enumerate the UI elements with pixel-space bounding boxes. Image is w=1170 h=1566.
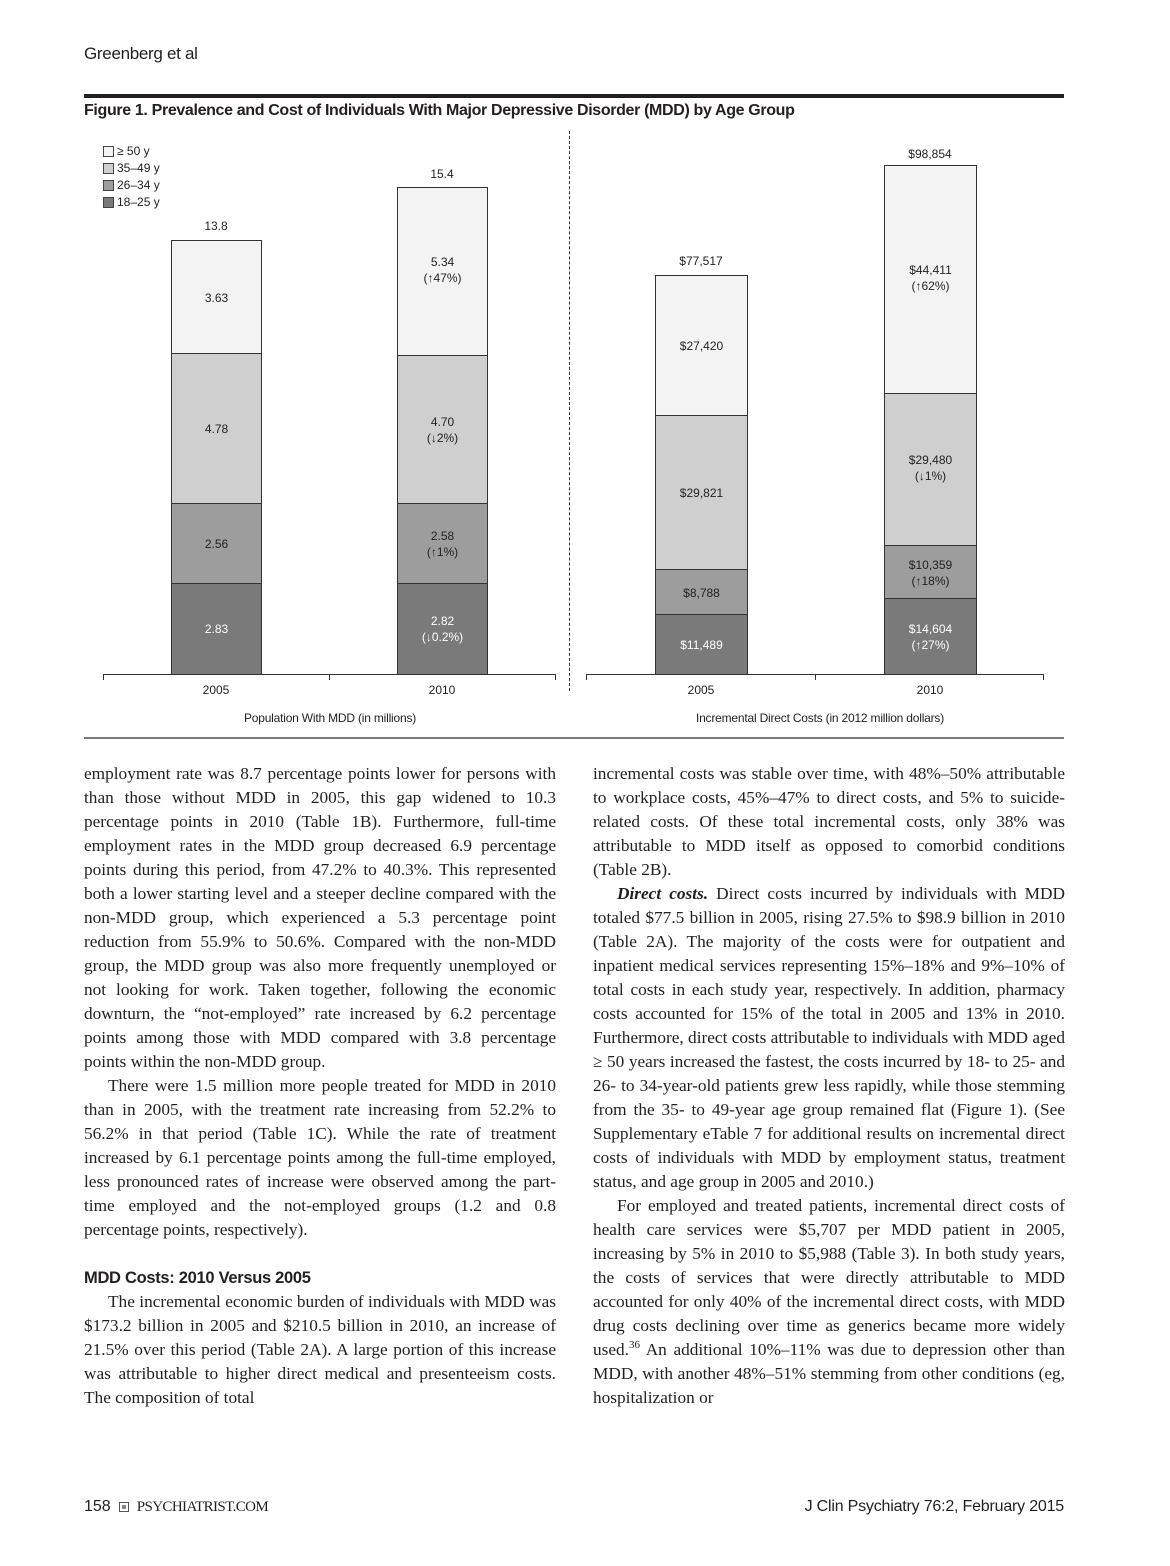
paragraph	[593, 1194, 1065, 1410]
x-axis-tick	[555, 674, 556, 680]
legend-swatch-icon	[103, 146, 114, 157]
bar-total-2010: $98,854	[908, 147, 952, 161]
segment-value: 4.70	[430, 415, 455, 429]
bar-segment-26-34	[884, 545, 977, 600]
paragraph-text: An additional 10%–11% was due to depression other than MDD, with another 48%–51% stemming from other conditions (eg, hospitalization or	[593, 1340, 1065, 1407]
legend-label: ≥ 50 y	[117, 144, 150, 158]
legend-swatch-icon	[103, 180, 114, 191]
legend-item-18-25	[103, 194, 160, 211]
figure-title: Figure 1. Prevalence and Cost of Individuals With Major Depressive Disorder (MDD) by Age Group	[84, 102, 795, 119]
running-head: Greenberg et al	[84, 44, 198, 63]
legend-label: 26–34 y	[117, 178, 160, 192]
bar-segment-50-plus	[655, 275, 748, 417]
journal-citation: J Clin Psychiatry 76:2, February 2015	[804, 1498, 1064, 1515]
segment-change: (↓2%)	[426, 431, 459, 445]
left-column	[84, 762, 556, 1410]
x-axis-tick	[586, 674, 587, 680]
right-column	[593, 762, 1065, 1410]
bar-segment-18-25	[655, 614, 748, 675]
x-axis-tick	[1043, 674, 1044, 680]
x-tick-label: 2010	[916, 683, 944, 697]
bar-segment-35-49	[655, 415, 748, 571]
bar-segment-35-49	[171, 353, 262, 505]
bar-segment-18-25	[397, 583, 488, 675]
legend-item-50-plus	[103, 143, 160, 160]
x-axis-title: Population With MDD (in millions)	[243, 711, 417, 725]
segment-value: 5.34	[430, 255, 455, 269]
segment-value: 2.56	[204, 537, 229, 551]
segment-value: $29,821	[679, 486, 724, 500]
segment-value: $29,480	[908, 453, 953, 467]
site-link[interactable]: PSYCHIATRIST.COM	[136, 1498, 269, 1515]
segment-change: (↑1%)	[426, 545, 459, 559]
bar-segment-50-plus	[171, 240, 262, 355]
x-tick-label: 2010	[428, 683, 456, 697]
segment-value: $14,604	[908, 621, 953, 636]
x-axis-tick	[329, 674, 330, 680]
bar-total-2010: 15.4	[430, 167, 454, 181]
x-axis-tick	[815, 674, 816, 680]
chart-legend	[103, 143, 160, 211]
segment-value: 2.83	[204, 622, 229, 636]
paragraph: incremental costs was stable over time, with 48%–50% attributable to workplace costs, 45%–47% to direct costs, and 5% to suicide-related costs. Of these total incremental costs, only 38% was attributable to MDD itself as opposed to comorbid conditions (Table 2B).	[593, 764, 1065, 879]
page-number: 158	[84, 1498, 111, 1515]
legend-swatch-icon	[103, 163, 114, 174]
x-tick-label: 2005	[687, 683, 715, 697]
paragraph: The incremental economic burden of individuals with MDD was $173.2 billion in 2005 and $210.5 billion in 2010, an increase of 21.5% over this period (Table 2A). A large portion of this increase was attributable to higher direct medical and presenteeism costs. The composition of total	[84, 1292, 556, 1407]
panel-divider	[569, 131, 570, 691]
segment-change: (↑27%)	[911, 637, 950, 652]
segment-change: (↓1%)	[914, 469, 947, 483]
bar-segment-26-34	[655, 569, 748, 616]
segment-value: $27,420	[679, 339, 724, 353]
bar-total-2005: $77,517	[679, 254, 723, 268]
bar-segment-26-34	[397, 503, 488, 585]
bar-segment-35-49	[397, 355, 488, 505]
paragraph: employment rate was 8.7 percentage points lower for persons with than those without MDD in 2005, this gap widened to 10.3 percentage points in 2010 (Table 1B). Furthermore, full-time employment rates in the MDD group decreased 6.9 percentage points during this period, from 47.2% to 40.3%. This represented both a lower starting level and a steeper decline compared with the non-MDD group, which experienced a 5.3 percentage point reduction from 55.9% to 50.6%. Compared with the non-MDD group, the MDD group was also more frequently unemployed or not looking for work. Taken together, following the economic downturn, the “not-employed” rate increased by 6.2 percentage points among those with MDD compared with 3.8 percentage points within the non-MDD group.	[84, 764, 556, 1071]
segment-value: 4.78	[204, 422, 229, 436]
section-heading: MDD Costs: 2010 Versus 2005	[84, 1269, 311, 1287]
segment-value: 2.58	[430, 529, 455, 543]
citation-superscript: 36	[629, 1339, 640, 1352]
legend-swatch-icon	[103, 197, 114, 208]
bar-segment-18-25	[171, 583, 262, 675]
figure-bottom-rule	[84, 737, 1064, 739]
segment-value: 3.63	[204, 290, 229, 305]
footer-left	[84, 1498, 268, 1516]
segment-value: $11,489	[680, 637, 723, 652]
paragraph: There were 1.5 million more people treated for MDD in 2010 than in 2005, with the treatment rate increasing from 52.2% to 56.2% in that period (Table 1C). While the rate of treatment increased by 6.1 percentage points among the full-time employed, less pronounced rates of increase were observed among the part-time employed and the not-employed groups (1.2 and 0.8 percentage points, respectively).	[84, 1076, 556, 1239]
bar-segment-26-34	[171, 503, 262, 585]
segment-change: (↑18%)	[911, 573, 950, 588]
segment-change: (↑62%)	[911, 279, 950, 293]
paragraph-text: Direct costs incurred by individuals with MDD totaled $77.5 billion in 2005, rising 27.5% to $98.9 billion in 2010 (Table 2A). The majority of the costs were for outpatient and inpatient medical services representing 15%–18% and 9%–10% of total costs in each study year, respectively. In addition, pharmacy costs accounted for 15% of the total in 2005 and 13% in 2010. Furthermore, direct costs attributable to individuals with MDD aged ≥ 50 years increased the fastest, the costs incurred by 18- to 25- and 26- to 34-year-old patients grew less rapidly, while those stemming from the 35- to 49-year age group remained flat (Figure 1). (See Supplementary eTable 7 for additional results on incremental direct costs of individuals with MDD by employment status, treatment status, and age group in 2005 and 2010.)	[593, 884, 1065, 1191]
legend-item-26-34	[103, 177, 160, 194]
legend-label: 18–25 y	[117, 195, 160, 209]
bar-total-2005: 13.8	[204, 219, 228, 233]
legend-item-35-49	[103, 160, 160, 177]
segment-change: (↑47%)	[423, 271, 462, 285]
x-tick-label: 2005	[202, 683, 230, 697]
bar-segment-18-25	[884, 598, 977, 675]
bar-segment-50-plus	[884, 165, 977, 395]
square-bullet-icon	[119, 1502, 129, 1512]
paragraph-text: For employed and treated patients, incremental direct costs of health care services were $5,707 per MDD patient in 2005, increasing by 5% in 2010 to $5,988 (Table 3). In both study years, the costs of services that were directly attributable to MDD accounted for only 40% of the incremental direct costs, with MDD drug costs declining over time as generics became more widely used.	[593, 1196, 1065, 1359]
segment-value: 2.82	[430, 614, 455, 628]
segment-value: $8,788	[683, 585, 720, 600]
bar-segment-35-49	[884, 393, 977, 547]
x-axis-title: Incremental Direct Costs (in 2012 million dollars)	[695, 711, 945, 725]
segment-change: (↓0.2%)	[421, 630, 464, 644]
top-rule	[84, 94, 1064, 98]
x-axis-tick	[103, 674, 104, 680]
run-in-heading: Direct costs.	[617, 884, 709, 903]
legend-label: 35–49 y	[117, 161, 160, 175]
segment-value: $44,411	[909, 263, 952, 277]
segment-value: $10,359	[908, 557, 953, 572]
paragraph	[593, 882, 1065, 1194]
bar-segment-50-plus	[397, 187, 488, 357]
